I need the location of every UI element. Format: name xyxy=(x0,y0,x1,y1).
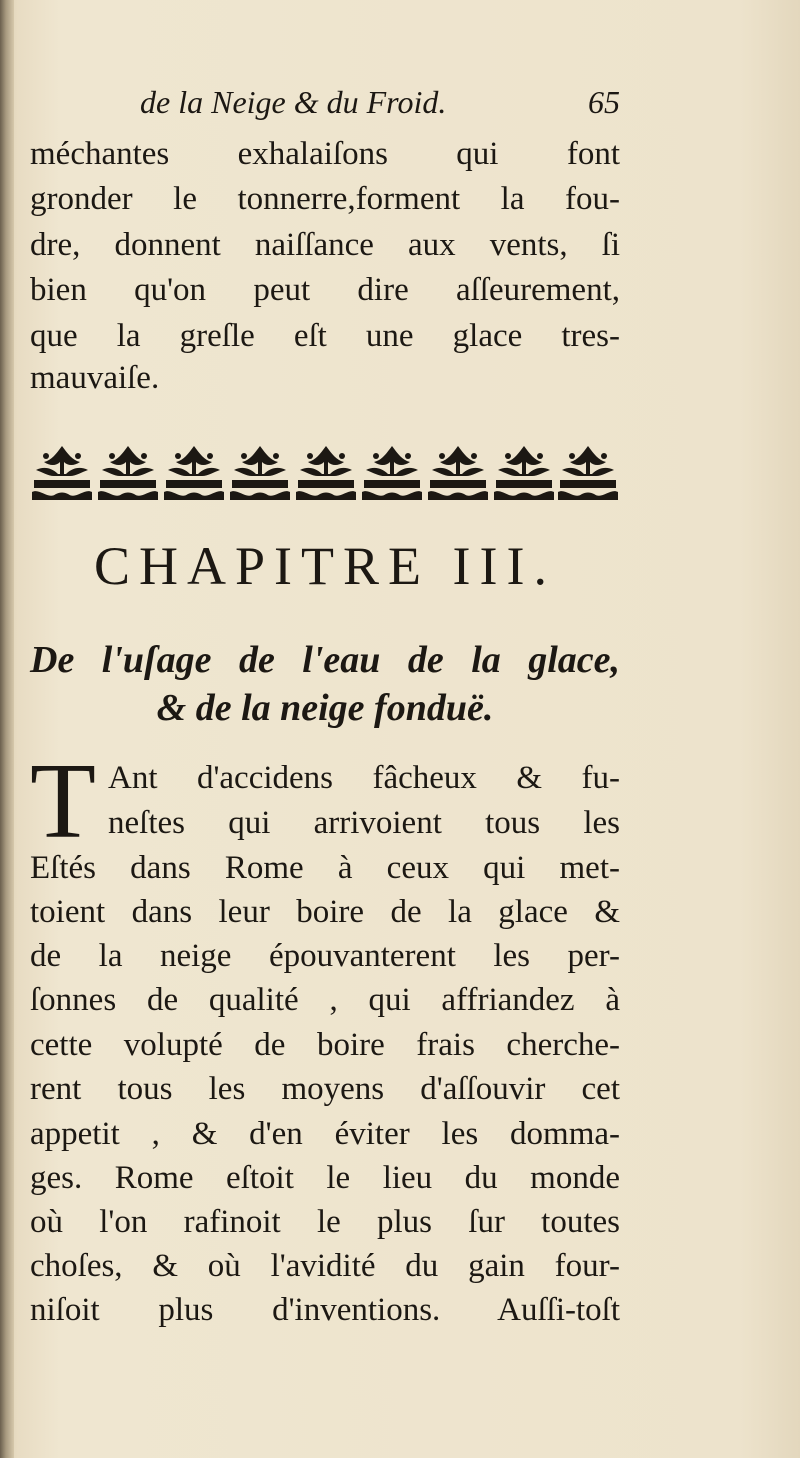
text-line: dre, donnent naiſſance aux vents, ſi xyxy=(30,227,620,263)
body-line: Eſtés dans Rome à ceux qui met- xyxy=(30,850,620,886)
body-line: niſoit plus d'inventions. Auſſi-toſt xyxy=(30,1292,620,1328)
text-line: bien qu'on peut dire aſſeurement, xyxy=(30,272,620,308)
body-line: choſes, & où l'avidité du gain four- xyxy=(30,1248,620,1284)
binding-gutter xyxy=(0,0,14,1458)
chapter-heading: CHAPITRE III. xyxy=(94,536,556,596)
body-line: cette volupté de boire frais cherche- xyxy=(30,1027,620,1063)
chapter-subtitle: De l'uſage de l'eau de la glace, xyxy=(30,639,620,681)
running-title: de la Neige & du Froid. xyxy=(140,84,447,120)
body-line: neſtes qui arrivoient tous les xyxy=(108,805,620,841)
text-line: que la greſle eſt une glace tres- xyxy=(30,318,620,354)
text-line: gronder le tonnerre,forment la fou- xyxy=(30,181,620,217)
drop-cap: T xyxy=(30,742,96,861)
body-line: toient dans leur boire de la glace & xyxy=(30,894,620,930)
chapter-subtitle: & de la neige fonduë. xyxy=(156,687,494,729)
body-line: de la neige épouvanterent les per- xyxy=(30,938,620,974)
running-head xyxy=(140,84,620,134)
body-line: ſonnes de qualité , qui affriandez à xyxy=(30,982,620,1018)
body-line: Ant d'accidens fâcheux & fu- xyxy=(108,760,620,796)
ornamental-headpiece xyxy=(30,438,620,506)
text-line: mauvaiſe. xyxy=(30,360,160,396)
body-line: où l'on rafinoit le plus ſur toutes xyxy=(30,1204,620,1240)
page-number: 65 xyxy=(588,84,620,120)
text-line: méchantes exhalaiſons qui font xyxy=(30,136,620,172)
body-line: rent tous les moyens d'aſſouvir cet xyxy=(30,1071,620,1107)
body-line: appetit , & d'en éviter les domma- xyxy=(30,1116,620,1152)
body-line: ges. Rome eſtoit le lieu du monde xyxy=(30,1160,620,1196)
